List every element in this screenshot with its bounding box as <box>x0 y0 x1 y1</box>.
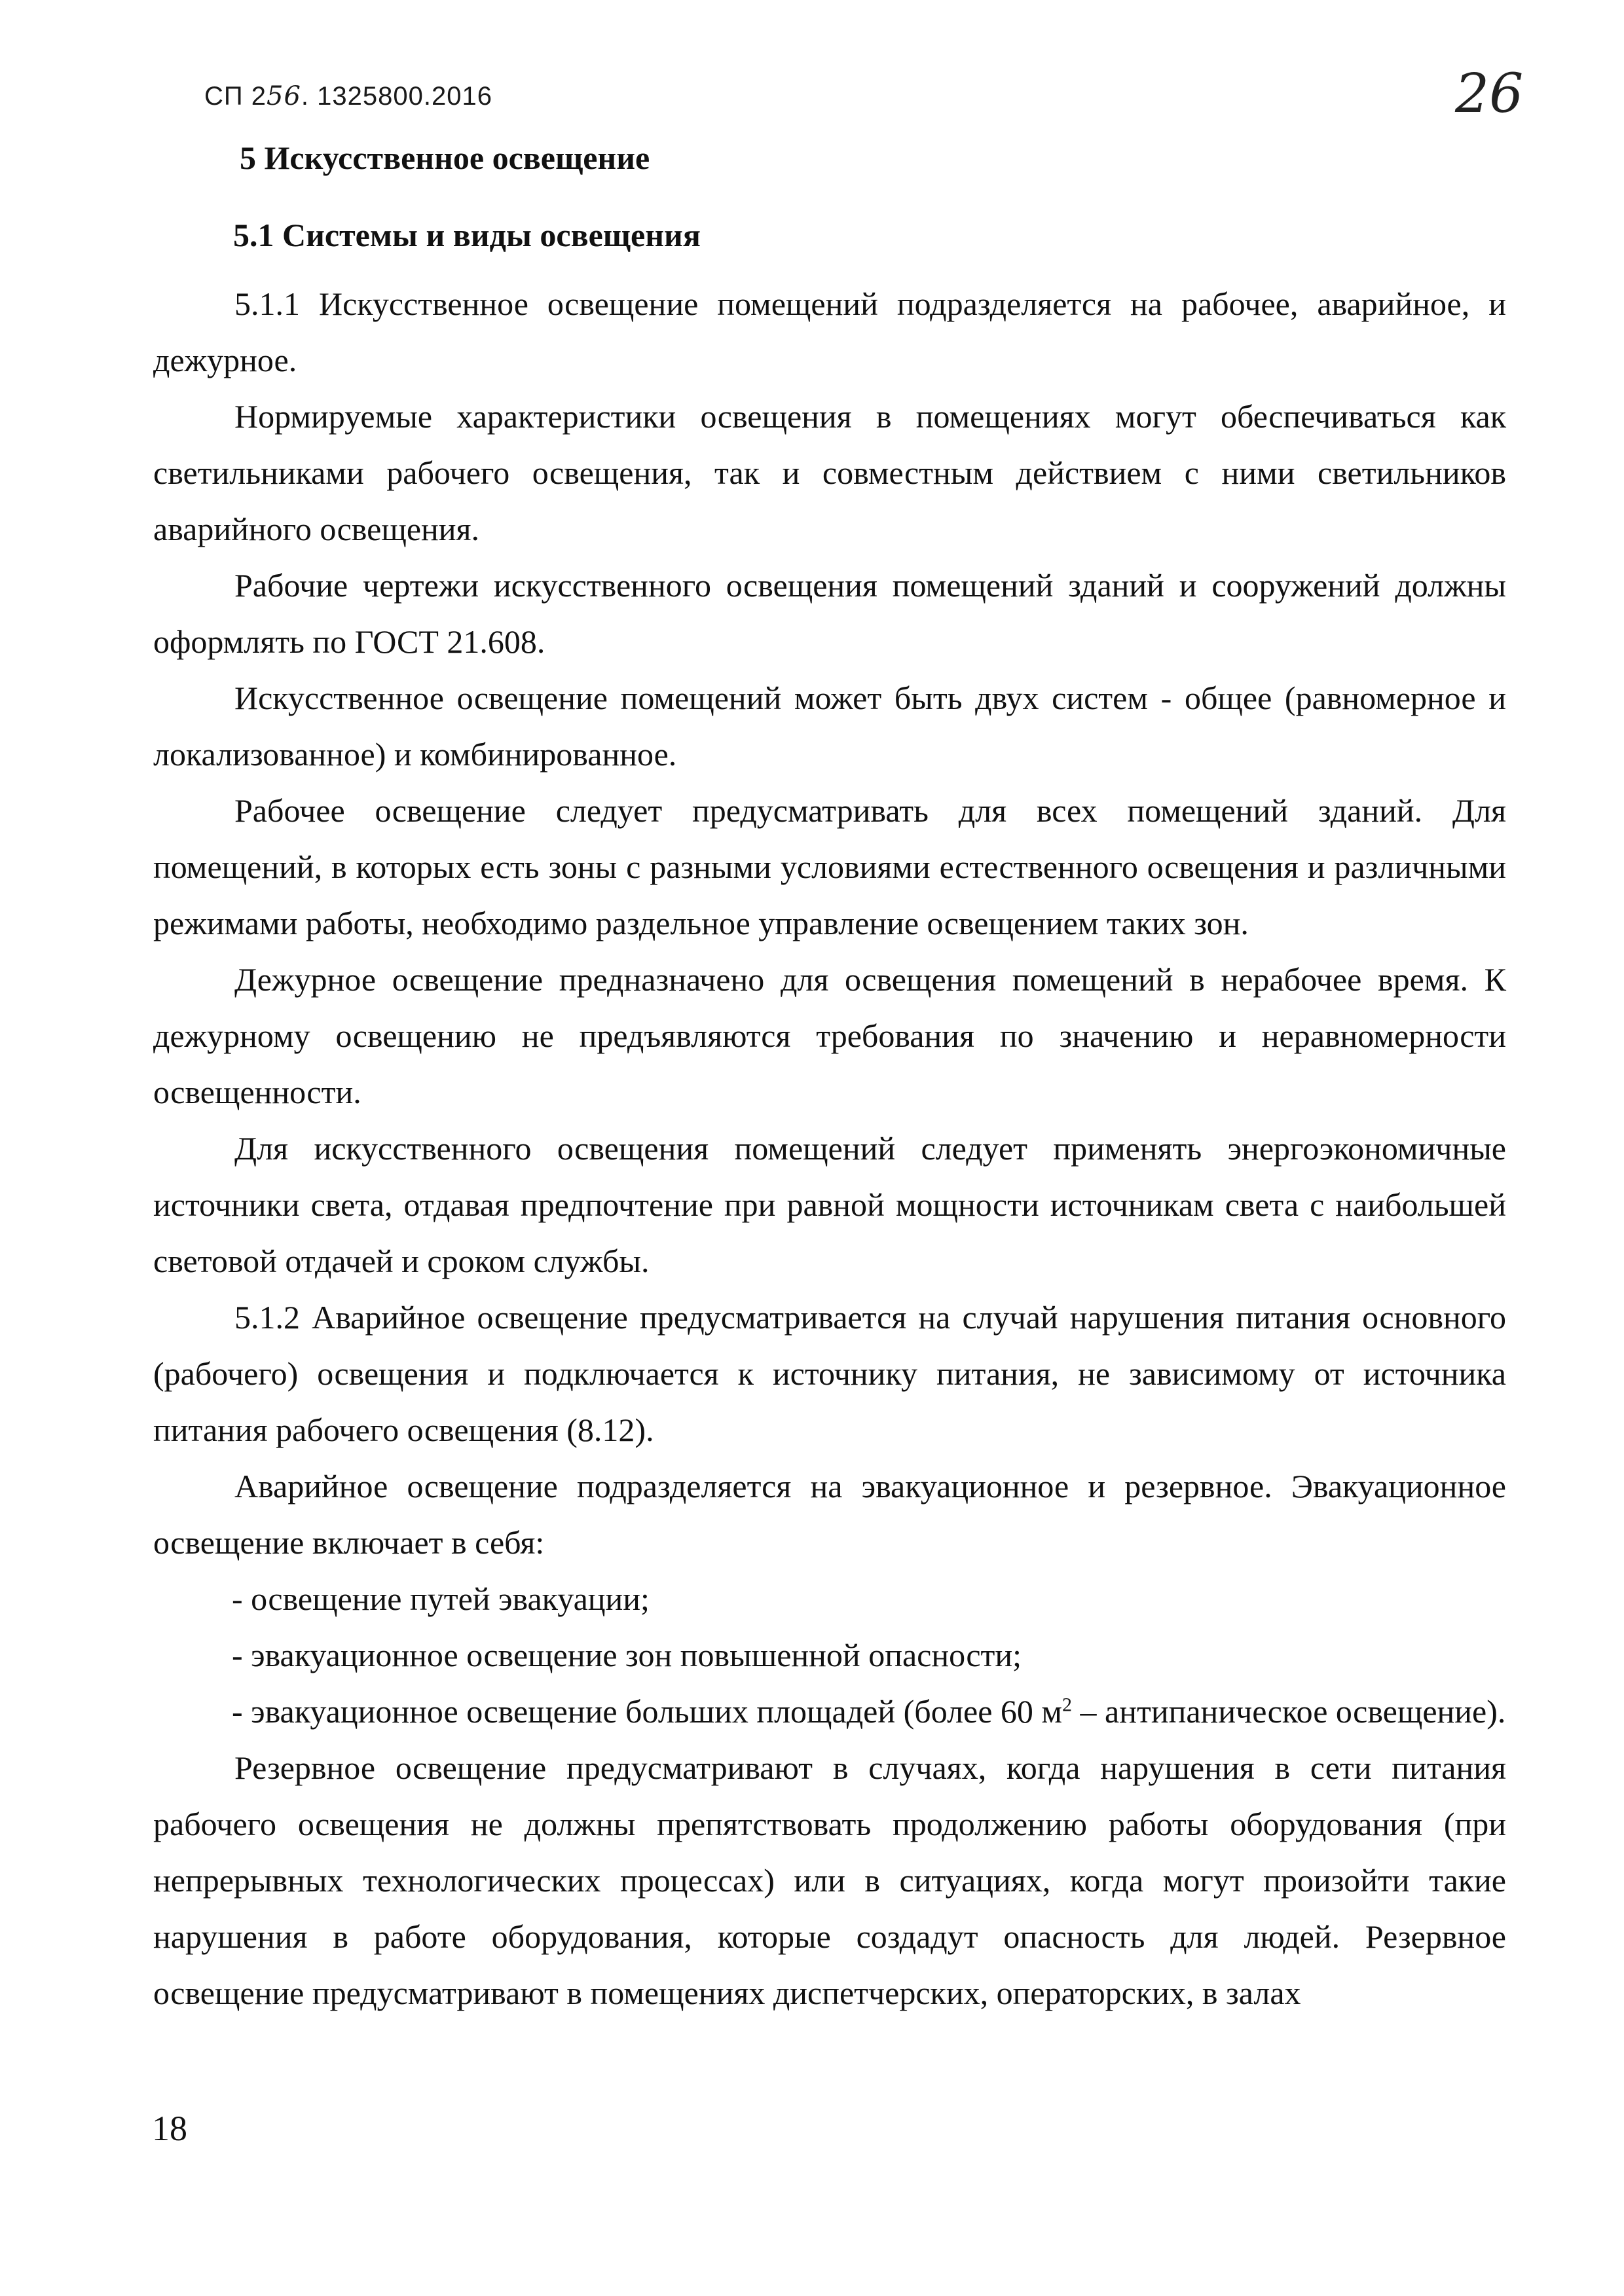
document-code-handwritten: 56 <box>267 81 301 111</box>
document-code-suffix: . 1325800.2016 <box>301 82 492 111</box>
list-item <box>153 1683 1506 1740</box>
paragraph-drawings: Рабочие чертежи искусственного освещения помещений зданий и сооружений должны оформлять по ГОСТ 21.608. <box>153 567 1506 660</box>
superscript: 2 <box>1062 1694 1073 1716</box>
paragraph-5-1-2: 5.1.2 Аварийное освещение предусматривается на случай нарушения питания основного (рабочего) освещения и подключается к источнику питания, не зависимому от источника питания рабочего освещения (8.12). <box>153 1299 1506 1448</box>
document-code <box>204 81 492 111</box>
section-heading: 5 Искусственное освещение <box>240 139 650 176</box>
page-number: 18 <box>152 2109 187 2148</box>
paragraph-working-lighting: Рабочее освещение следует предусматривать для всех помещений зданий. Для помещений, в которых есть зоны с разными условиями естественного освещения и различными режимами работы, необходимо раздельное управление освещением таких зон. <box>153 792 1506 941</box>
paragraph-reserve-lighting: Резервное освещение предусматривают в случаях, когда нарушения в сети питания рабочего освещения не должны препятствовать продолжению работы оборудования (при непрерывных технологических процессах) или в ситуациях, когда могут произойти такие нарушения в работе оборудования, которые создадут опасность для людей. Резервное освещение предусматривают в помещениях диспетчерских, операторских, в залах <box>153 1749 1506 2011</box>
paragraph-normative: Нормируемые характеристики освещения в помещениях могут обеспечиваться как светильниками рабочего освещения, так и совместным действием с ними светильников аварийного освещения. <box>153 398 1506 547</box>
subsection-heading: 5.1 Системы и виды освещения <box>233 217 701 253</box>
list-item: - освещение путей эвакуации; <box>232 1580 650 1617</box>
list-item: - эвакуационное освещение зон повышенной опасности; <box>232 1637 1022 1673</box>
document-code-prefix: СП 2 <box>204 82 267 111</box>
paragraph-duty-lighting: Дежурное освещение предназначено для освещения помещений в нерабочее время. К дежурному освещению не предъявляются требования по значению и неравномерности освещенности. <box>153 961 1506 1110</box>
list-item-text-end: – антипаническое освещение). <box>1072 1693 1506 1730</box>
handwritten-page-number: 26 <box>1455 63 1524 125</box>
paragraph-emergency-types: Аварийное освещение подразделяется на эвакуационное и резервное. Эвакуационное освещение включает в себя: <box>153 1468 1506 1561</box>
body-text <box>153 276 1506 2021</box>
paragraph-light-sources: Для искусственного освещения помещений следует применять энергоэкономичные источники света, отдавая предпочтение при равной мощности источникам света с наибольшей световой отдачей и сроком службы. <box>153 1130 1506 1279</box>
list-item-text: - эвакуационное освещение больших площадей (более 60 м <box>232 1693 1063 1730</box>
paragraph-systems: Искусственное освещение помещений может быть двух систем - общее (равномерное и локализованное) и комбинированное. <box>153 680 1506 773</box>
paragraph-5-1-1: 5.1.1 Искусственное освещение помещений подразделяется на рабочее, аварийное, и дежурное. <box>153 285 1506 378</box>
